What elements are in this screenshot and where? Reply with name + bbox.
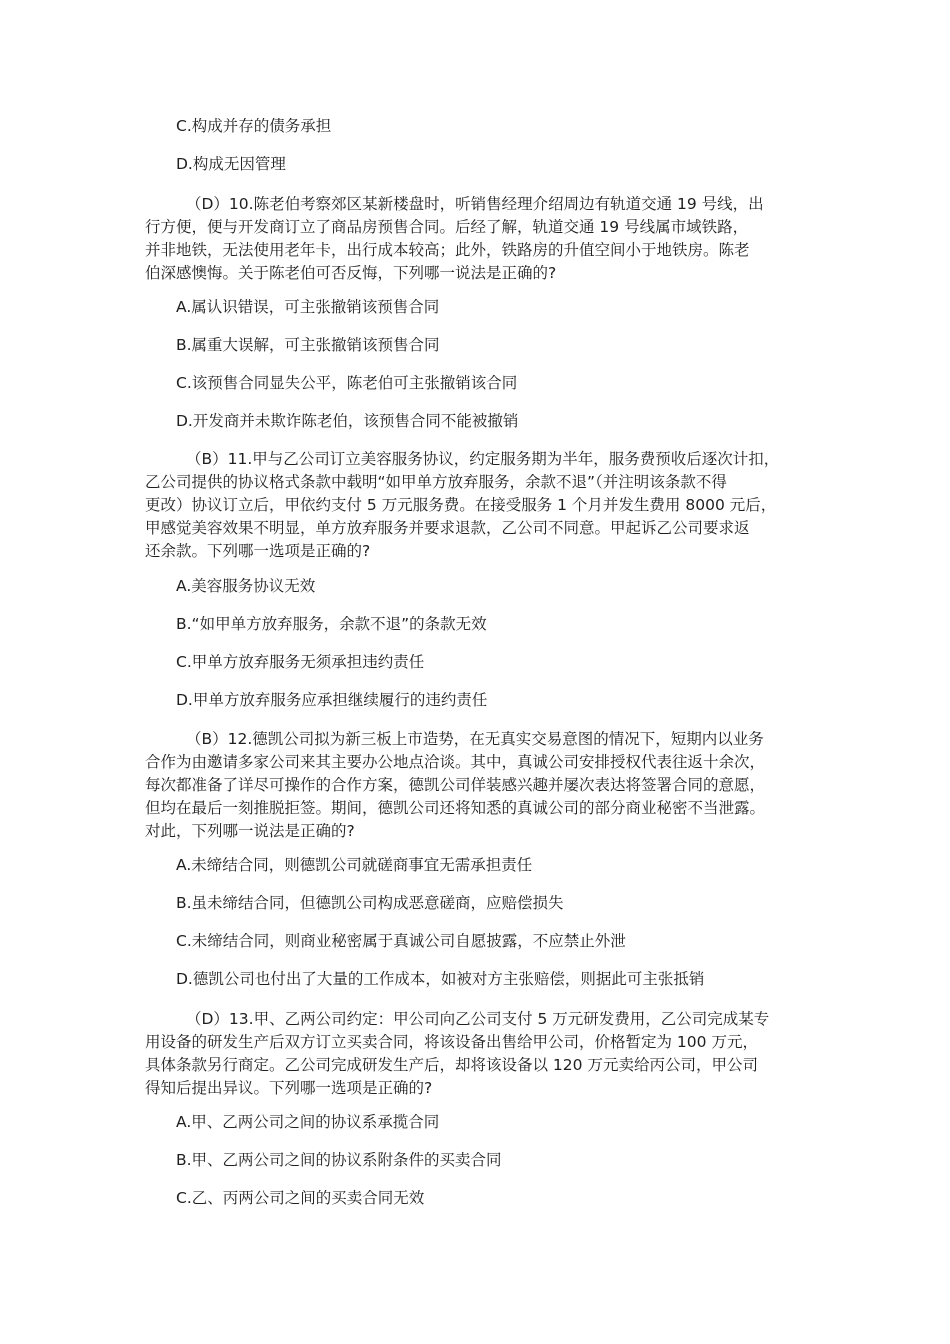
option-13-b: B.甲、乙两公司之间的协议系附条件的买卖合同 [176,1151,502,1169]
question-11-line-5: 还余款。下列哪一选项是正确的? [145,542,371,560]
question-13-line-4: 得知后提出异议。下列哪一选项是正确的? [145,1079,433,1097]
option-11-c: C.甲单方放弃服务无须承担违约责任 [176,653,425,671]
option-13-c: C.乙、丙两公司之间的买卖合同无效 [176,1189,425,1207]
question-12-line-3: 每次都准备了详尽可操作的合作方案，德凯公司佯装感兴趣并屡次表达将签署合同的意愿， [145,776,766,794]
option-10-a: A.属认识错误，可主张撤销该预售合同 [176,298,440,316]
question-13-line-1: （D）13.甲、乙两公司约定：甲公司向乙公司支付 5 万元研发费用，乙公司完成某专 [186,1010,770,1028]
question-12-line-5: 对此，下列哪一说法是正确的? [145,822,355,840]
question-12-line-2: 合作为由邀请多家公司来其主要办公地点洽谈。其中，真诚公司安排授权代表往返十余次， [145,753,766,771]
option-12-d: D.德凯公司也付出了大量的工作成本，如被对方主张赔偿，则据此可主张抵销 [176,970,705,988]
question-11-line-4: 甲感觉美容效果不明显，单方放弃服务并要求退款，乙公司不同意。甲起诉乙公司要求返 [145,519,750,537]
question-13-line-2: 用设备的研发生产后双方订立买卖合同，将该设备出售给甲公司，价格暂定为 100 万元， [145,1033,758,1051]
option-11-b: B.“如甲单方放弃服务，余款不退”的条款无效 [176,615,487,633]
option-12-c: C.未缔结合同，则商业秘密属于真诚公司自愿披露，不应禁止外泄 [176,932,626,950]
option-11-d: D.甲单方放弃服务应承担继续履行的违约责任 [176,691,488,709]
question-13-line-3: 具体条款另行商定。乙公司完成研发生产后，却将该设备以 120 万元卖给丙公司，甲公司 [145,1056,758,1074]
question-10-line-1: （D）10.陈老伯考察郊区某新楼盘时，听销售经理介绍周边有轨道交通 19 号线，出 [186,195,764,213]
question-11-line-3: 更改）协议订立后，甲依约支付 5 万元服务费。在接受服务 1 个月并发生费用 8000 元后， [145,496,777,514]
option-12-b: B.虽未缔结合同，但德凯公司构成恶意磋商，应赔偿损失 [176,894,564,912]
option-10-d: D.开发商并未欺诈陈老伯，该预售合同不能被撤销 [176,412,519,430]
option-c-prev: C.构成并存的债务承担 [176,117,332,135]
question-10-line-2: 行方便，便与开发商订立了商品房预售合同。后经了解，轨道交通 19 号线属市域铁路， [145,218,749,236]
option-13-a: A.甲、乙两公司之间的协议系承揽合同 [176,1113,440,1131]
question-12-line-1: （B）12.德凯公司拟为新三板上市造势，在无真实交易意图的情况下，短期内以业务 [186,730,764,748]
option-11-a: A.美容服务协议无效 [176,577,316,595]
question-12-line-4: 但均在最后一刻推脱拒签。期间，德凯公司还将知悉的真诚公司的部分商业秘密不当泄露。 [145,799,766,817]
question-11-line-2: 乙公司提供的协议格式条款中载明“如甲单方放弃服务，余款不退”（并注明该条款不得 [145,473,727,491]
option-d-prev: D.构成无因管理 [176,155,286,173]
option-10-b: B.属重大误解，可主张撤销该预售合同 [176,336,440,354]
option-10-c: C.该预售合同显失公平，陈老伯可主张撤销该合同 [176,374,518,392]
question-11-line-1: （B）11.甲与乙公司订立美容服务协议，约定服务期为半年，服务费预收后逐次计扣， [186,450,780,468]
question-10-line-4: 伯深感懊悔。关于陈老伯可否反悔，下列哪一说法是正确的? [145,264,557,282]
question-10-line-3: 并非地铁，无法使用老年卡，出行成本较高；此外，铁路房的升值空间小于地铁房。陈老 [145,241,750,259]
option-12-a: A.未缔结合同，则德凯公司就磋商事宜无需承担责任 [176,856,533,874]
